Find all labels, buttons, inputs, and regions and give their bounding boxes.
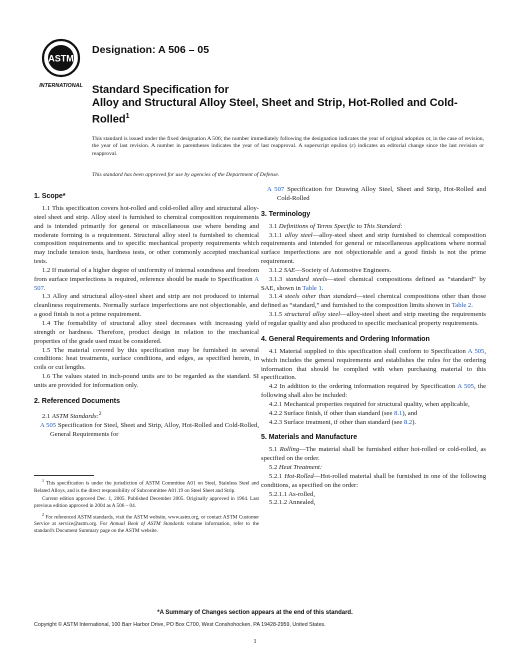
term-steels-other: steels other than standard — [284, 293, 357, 301]
footnote-2-end: volume information, refer to the standard's Document Summary page on the ASTM website. — [34, 521, 259, 535]
term-sae: SAE — [283, 266, 296, 274]
para-5-2-1-text: —Hot-rolled material shall be furnished in one of the following conditions, as specified on the order: — [261, 472, 486, 489]
para-3-1-1-text: —alloy-steel sheet and strip furnished to chemical composition requirements and intended for general or miscellaneous applications where normal surface imperfections are not objectionable and a good finish is not the prime requirement. — [261, 231, 486, 266]
footnote-1 — [34, 478, 259, 494]
para-1-2 — [34, 267, 259, 294]
term-standard-steels: standard steels — [285, 275, 328, 283]
link-8-1[interactable]: 8.1 — [394, 409, 403, 417]
para-2-1-label: ASTM Standards: — [51, 412, 99, 420]
title-footnote-mark: 1 — [125, 113, 130, 120]
para-4-2-3-end: ). — [412, 418, 417, 426]
para-3-1-num: 3.1 — [269, 222, 279, 230]
footnote-2 — [34, 512, 259, 535]
para-5-2-1-num: 5.2.1 — [269, 472, 285, 480]
para-4-1 — [261, 348, 486, 383]
para-5-1-num: 5.1 — [269, 446, 280, 454]
para-5-2-1-2: 5.2.1.2 Annealed, — [269, 499, 316, 507]
para-4-1-end: , which includes the general requirements and establishes the rules for the ordering information that should be complied with when purchasing material to this specification. — [261, 347, 487, 382]
reference-a505-text: Specification for Steel, Sheet and Strip, Alloy, Hot-Rolled and Cold-Rolled, General Requirements for — [50, 421, 260, 438]
footnote-1b: Current edition approved Dec. 1, 2005. Published December 2005. Originally approved in 1964. Last previous edition approved in 2004 as A 506 – 04. — [34, 496, 259, 510]
footnote-2-text: For referenced ASTM standards, visit the ASTM website, www.astm.org, or contact ASTM Customer Service at service@astm.org. For — [34, 514, 260, 528]
link-table-2[interactable]: Table 2 — [451, 302, 472, 310]
para-3-1-3 — [261, 276, 486, 294]
title-line-2 — [92, 97, 482, 127]
para-5-2-label: Heat Treatment: — [278, 464, 323, 472]
para-1-1: 1.1 This specification covers hot-rolled and cold-rolled alloy and structural alloy-steel sheet and strip. Alloy steel is furnished to chemical composition requirements and is intended primarily for general or miscellaneous use where bending and moderate forming is a requirement. Structural alloy steel is furnished to chemical composition requirements and to specific mechanical property requirements which may include tension tests, hardness tests, or other commonly accepted mechanical tests. — [34, 205, 259, 266]
para-2-1-num: 2.1 — [42, 412, 52, 420]
term-structural-alloy-steel: structural alloy steel — [284, 311, 341, 319]
para-5-2 — [261, 464, 486, 473]
footnote-2-num: 2 — [42, 511, 44, 517]
footnote-1-mark: 1 — [42, 478, 44, 483]
summary-note: *A Summary of Changes section appears at the end of this standard. — [157, 610, 353, 616]
para-3-1-1-num: 3.1.1 — [269, 231, 285, 239]
para-3-1-5-text: —alloy-steel sheet and strip meeting the requirements of regular quality and also produced to specific mechanical property requirements. — [261, 311, 486, 327]
link-a505-4-1[interactable]: A 505 — [467, 347, 485, 355]
title-main: Alloy and Structural Alloy Steel, Sheet and Strip, Hot-Rolled and Cold-Rolled — [92, 97, 458, 126]
dod-notice: This standard has been approved for use by agencies of the Department of Defense. — [92, 172, 280, 178]
link-table-1[interactable]: Table 1 — [302, 284, 322, 292]
para-1-3: 1.3 Alloy and structural alloy-steel sheet and strip are not produced to internal cleanliness requirements. Normally surface imperfections are not objectionable, and a good finish is not a prime requirement. — [34, 293, 259, 319]
right-column — [261, 186, 486, 508]
para-5-2-num: 5.2 — [269, 464, 279, 472]
document-title — [92, 84, 482, 127]
para-3-1-4 — [261, 293, 486, 311]
para-4-2-1: 4.2.1 Mechanical properties required for structural quality, when applicable, — [269, 400, 470, 408]
term-alloy-steel: alloy steel — [284, 231, 313, 239]
para-5-2-1-1: 5.2.1.1 As-rolled, — [269, 490, 315, 498]
astm-logo-icon — [38, 36, 84, 92]
link-a507-ref[interactable]: A 507 — [267, 186, 285, 193]
para-3-1-2-text: —Society of Automotive Engineers. — [295, 266, 392, 274]
para-4-2-3 — [261, 419, 486, 428]
link-a505-4-2[interactable]: A 505 — [457, 383, 474, 391]
footnote-divider — [34, 475, 94, 476]
para-1-2-end: . — [43, 284, 46, 292]
para-3-1-4-end: . — [471, 302, 473, 310]
para-4-2-3-text: 4.2.3 Surface treatment, if other than standard (see — [269, 418, 404, 426]
section-3-heading: 3. Terminology — [261, 210, 311, 218]
para-3-1-1 — [261, 232, 486, 267]
para-5-1-text: —The material shall be furnished either hot-rolled or cold-rolled, as specified on the order. — [261, 446, 487, 463]
para-3-1 — [261, 223, 486, 232]
term-hot-rolled: Hot-Rolled — [284, 472, 314, 480]
issuance-notice: This standard is issued under the fixed designation A 506; the number immediately following the designation indicates the year of original adoption or, in the case of revision, the year of last revision. A number in parentheses indicates the year of last reapproval. A superscript epsilon (ε) indicates an editorial change since the last revision or reapproval. — [92, 136, 484, 157]
para-4-2-2-text: 4.2.2 Surface finish, if other than standard (see — [269, 409, 395, 417]
para-3-1-4-num: 3.1.4 — [269, 293, 285, 301]
left-column — [34, 186, 259, 439]
designation: Designation: A 506 – 05 — [92, 44, 210, 56]
para-3-1-4-text: —steel chemical compositions other than those defined as “standard,” and furnished to the composition limits shown in — [261, 293, 486, 310]
footnote-1-text: This specification is under the jurisdiction of ASTM Committee A01 on Steel, Stainless Steel and Related Alloys, and is the direct responsibility of Subcommittee A01.19 on Steel Sheet and Strip. — [34, 480, 260, 494]
section-1-heading: 1. Scope* — [34, 193, 66, 200]
para-3-1-5 — [261, 311, 486, 329]
para-4-2 — [261, 383, 486, 401]
para-1-2-text: 1.2 If material of a higher degree of uniformity of internal soundness and freedom from surface imperfections is required, reference should be made to Specification — [34, 266, 259, 283]
svg-text:ASTM: ASTM — [48, 53, 74, 64]
para-3-1-5-num: 3.1.5 — [269, 311, 285, 319]
para-4-2-2-end: ), and — [402, 409, 418, 417]
section-5-heading: 5. Materials and Manufacture — [261, 434, 358, 442]
logo-wordmark: INTERNATIONAL — [39, 83, 83, 89]
section-4-heading: 4. General Requirements and Ordering Information — [261, 335, 430, 343]
para-4-2-2 — [261, 410, 486, 419]
reference-a505 — [34, 422, 259, 440]
para-5-2-1 — [261, 473, 486, 491]
footnote-2-mark: 2 — [98, 410, 102, 417]
para-1-5: 1.5 The material covered by this specification may be furnished in several conditions: heat treatments, surface conditions, and edges, as specified herein, in coils or cut lengths. — [34, 346, 259, 372]
para-3-1-2-num: 3.1.2 — [269, 266, 284, 274]
footnote-2-book: Annual Book of ASTM Standards — [109, 521, 185, 528]
link-8-2[interactable]: 8.2 — [403, 418, 413, 426]
para-5-1 — [261, 446, 486, 464]
para-1-4: 1.4 The formability of structural alloy steel decreases with increasing yield strength or hardness. Therefore, product design in relation to the mechanical properties of the grade used must be considered. — [34, 319, 259, 345]
link-a505[interactable]: A 505 — [40, 421, 57, 429]
para-1-6: 1.6 The values stated in inch-pound units are to be regarded as the standard. SI units are provided for information only. — [34, 373, 259, 389]
copyright-line: Copyright © ASTM International, 100 Barr Harbor Drive, PO Box C700, West Conshohocken, PA 19428-2959, United States. — [34, 622, 326, 628]
link-a507[interactable]: A 507 — [34, 275, 259, 292]
title-line-1: Standard Specification for — [92, 84, 229, 96]
term-rolling: Rolling — [279, 446, 300, 454]
para-2-1 — [34, 410, 259, 422]
reference-a507 — [261, 186, 486, 204]
para-3-1-2 — [261, 267, 486, 276]
reference-a507-text: Specification for Drawing Alloy Steel, Sheet and Strip, Hot-Rolled and Cold-Rolled — [277, 186, 486, 202]
para-4-2-text: 4.2 In addition to the ordering information required by Specification — [269, 383, 458, 391]
para-3-1-label: Definitions of Terms Specific to This Standard: — [278, 222, 403, 230]
para-4-2-end: , the following shall also be included: — [261, 383, 486, 400]
para-4-1-text: 4.1 Material supplied to this specification shall conform to Specification — [269, 347, 468, 355]
para-3-1-3-text: —steel chemical compositions defined as “standard” by SAE, shown in — [261, 275, 486, 292]
page-number: 1 — [253, 638, 257, 645]
section-2-heading: 2. Referenced Documents — [34, 397, 120, 405]
footnotes — [34, 478, 259, 537]
para-3-1-3-end: . — [321, 284, 324, 292]
para-3-1-3-num: 3.1.3 — [269, 275, 286, 283]
